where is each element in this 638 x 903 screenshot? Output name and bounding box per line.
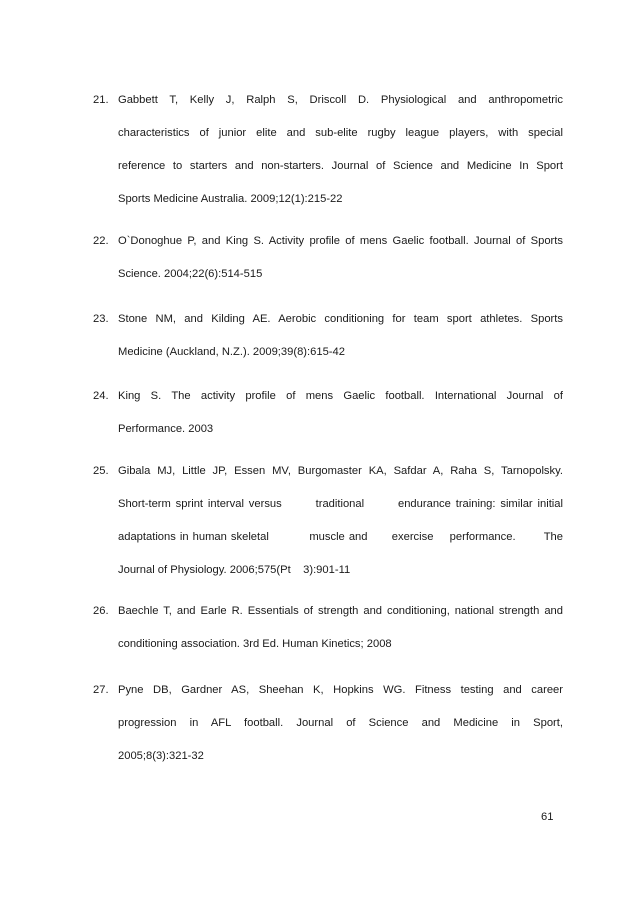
reference-line: Performance. 2003 [118,423,214,435]
reference-number: 26. [93,605,109,617]
reference-line: Sports Medicine Australia. 2009;12(1):215-22 [118,193,343,205]
reference-line: progression in AFL football. Journal of Science and Medicine in Sport, [118,717,563,729]
reference-line: Short-term sprint interval versus traditional endurance training: similar initial [118,498,563,510]
page-number: 61 [541,811,554,823]
reference-number: 25. [93,465,109,477]
reference-line: 2005;8(3):321-32 [118,750,204,762]
reference-line: characteristics of junior elite and sub-elite rugby league players, with special [118,127,563,139]
reference-line: Gibala MJ, Little JP, Essen MV, Burgomaster KA, Safdar A, Raha S, Tarnopolsky. [118,465,563,477]
reference-line: O`Donoghue P, and King S. Activity profile of mens Gaelic football. Journal of Sports [118,235,563,247]
reference-line: conditioning association. 3rd Ed. Human Kinetics; 2008 [118,638,392,650]
reference-line: Gabbett T, Kelly J, Ralph S, Driscoll D. Physiological and anthropometric [118,94,563,106]
reference-number: 23. [93,313,109,325]
reference-number: 21. [93,94,109,106]
reference-line: Science. 2004;22(6):514-515 [118,268,263,280]
reference-line: reference to starters and non-starters. Journal of Science and Medicine In Sport [118,160,563,172]
reference-line: Medicine (Auckland, N.Z.). 2009;39(8):615-42 [118,346,345,358]
reference-line: adaptations in human skeletal muscle and exercise performance. The [118,531,563,543]
reference-line: Baechle T, and Earle R. Essentials of strength and conditioning, national strength and [118,605,563,617]
reference-line: Journal of Physiology. 2006;575(Pt 3):901-11 [118,564,351,576]
reference-number: 22. [93,235,109,247]
reference-number: 27. [93,684,109,696]
reference-line: Stone NM, and Kilding AE. Aerobic conditioning for team sport athletes. Sports [118,313,563,325]
reference-number: 24. [93,390,109,402]
reference-line: King S. The activity profile of mens Gaelic football. International Journal of [118,390,563,402]
reference-line: Pyne DB, Gardner AS, Sheehan K, Hopkins WG. Fitness testing and career [118,684,563,696]
